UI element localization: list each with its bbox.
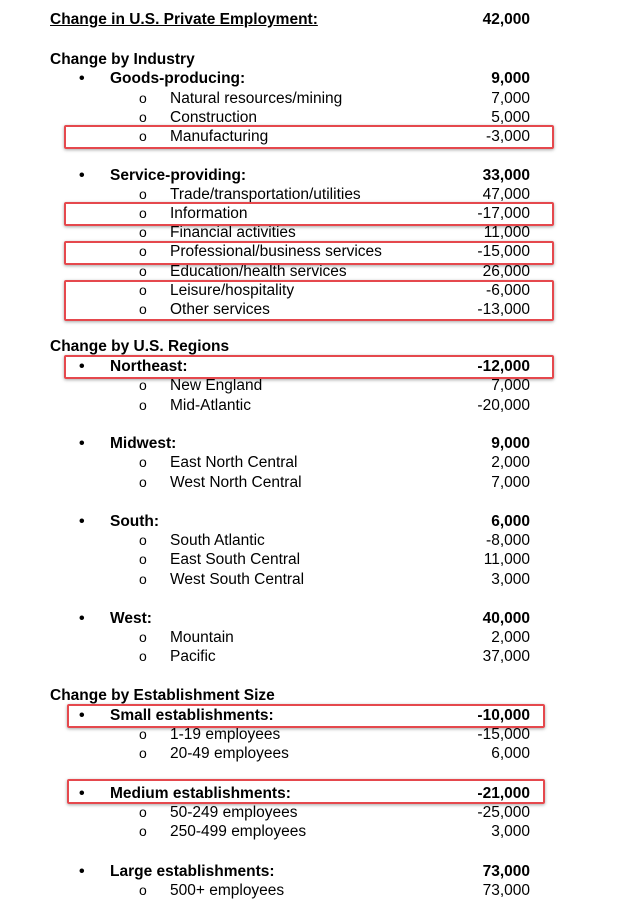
item-label: Education/health services xyxy=(170,263,347,280)
sub-bullet-icon: o xyxy=(139,745,147,761)
item-value: -6,000 xyxy=(486,282,530,299)
item-label: New England xyxy=(170,377,263,394)
large-establishments-row xyxy=(0,862,617,881)
list-item xyxy=(0,89,617,108)
item-value: -20,000 xyxy=(477,397,530,414)
title-value: 42,000 xyxy=(482,11,530,28)
item-label: East North Central xyxy=(170,454,298,471)
sub-bullet-icon: o xyxy=(139,474,147,490)
list-item xyxy=(0,881,617,900)
goods-producing-value: 9,000 xyxy=(491,70,530,87)
industry-heading-row xyxy=(0,50,617,69)
item-label: South Atlantic xyxy=(170,532,265,549)
item-value: 26,000 xyxy=(482,263,530,280)
west-row xyxy=(0,609,617,628)
item-value: -8,000 xyxy=(486,532,530,549)
sub-bullet-icon: o xyxy=(139,263,147,279)
list-item xyxy=(0,744,617,763)
item-label: Mid-Atlantic xyxy=(170,397,251,414)
item-value: 5,000 xyxy=(491,109,530,126)
bullet-icon: • xyxy=(79,863,85,880)
item-label: Mountain xyxy=(170,629,234,646)
item-value: -15,000 xyxy=(477,243,530,260)
highlight-box-professional-services xyxy=(64,241,554,265)
bullet-icon: • xyxy=(79,358,85,375)
item-value: 7,000 xyxy=(491,474,530,491)
sub-bullet-icon: o xyxy=(139,726,147,742)
medium-establishments-label: Medium establishments: xyxy=(110,785,291,802)
item-value: 6,000 xyxy=(491,745,530,762)
bullet-icon: • xyxy=(79,610,85,627)
highlight-box-medium-establishments xyxy=(67,779,545,804)
item-label: 20-49 employees xyxy=(170,745,289,762)
item-label: 250-499 employees xyxy=(170,823,307,840)
regions-heading: Change by U.S. Regions xyxy=(50,338,230,355)
item-value: 3,000 xyxy=(491,571,530,588)
page-title: Change in U.S. Private Employment: xyxy=(50,11,318,28)
bullet-icon: • xyxy=(79,167,85,184)
sub-bullet-icon: o xyxy=(139,454,147,470)
highlight-box-manufacturing xyxy=(64,125,554,149)
item-value: 7,000 xyxy=(491,377,530,394)
sub-bullet-icon: o xyxy=(139,397,147,413)
item-value: 11,000 xyxy=(483,224,530,241)
item-label: West South Central xyxy=(170,571,305,588)
south-row xyxy=(0,512,617,531)
bullet-icon: • xyxy=(79,435,85,452)
sub-bullet-icon: o xyxy=(139,571,147,587)
south-value: 6,000 xyxy=(491,513,530,530)
item-value: 3,000 xyxy=(491,823,530,840)
highlight-box-northeast xyxy=(64,355,554,379)
list-item xyxy=(0,647,617,666)
sub-bullet-icon: o xyxy=(139,551,147,567)
sub-bullet-icon: o xyxy=(139,90,147,106)
sub-bullet-icon: o xyxy=(139,648,147,664)
regions-heading-row xyxy=(0,337,617,356)
list-item xyxy=(0,396,617,415)
goods-producing-label: Goods-producing: xyxy=(110,70,246,87)
item-value: 37,000 xyxy=(482,648,530,665)
small-establishments-label: Small establishments: xyxy=(110,707,274,724)
list-item xyxy=(0,531,617,550)
item-label: Professional/business services xyxy=(170,243,382,260)
sub-bullet-icon: o xyxy=(139,205,147,221)
west-label: West: xyxy=(110,610,152,627)
list-item xyxy=(0,570,617,589)
list-item xyxy=(0,803,617,822)
goods-producing-row xyxy=(0,69,617,88)
item-value: 2,000 xyxy=(491,629,530,646)
item-value: 47,000 xyxy=(482,186,530,203)
list-item xyxy=(0,822,617,841)
small-establishments-value: -10,000 xyxy=(477,707,530,724)
item-value: 11,000 xyxy=(483,551,530,568)
item-label: Other services xyxy=(170,301,270,318)
sub-bullet-icon: o xyxy=(139,128,147,144)
sub-bullet-icon: o xyxy=(139,882,147,898)
south-label: South: xyxy=(110,513,160,530)
item-value: -3,000 xyxy=(486,128,530,145)
service-providing-label: Service-providing: xyxy=(110,167,247,184)
list-item xyxy=(0,473,617,492)
list-item xyxy=(0,550,617,569)
sub-bullet-icon: o xyxy=(139,823,147,839)
large-establishments-value: 73,000 xyxy=(482,863,530,880)
midwest-label: Midwest: xyxy=(110,435,177,452)
item-label: Natural resources/mining xyxy=(170,90,343,107)
size-heading-row xyxy=(0,686,617,705)
northeast-value: -12,000 xyxy=(477,358,530,375)
sub-bullet-icon: o xyxy=(139,186,147,202)
midwest-value: 9,000 xyxy=(491,435,530,452)
sub-bullet-icon: o xyxy=(139,282,147,298)
service-providing-row xyxy=(0,166,617,185)
item-label: Manufacturing xyxy=(170,128,269,145)
item-label: 50-249 employees xyxy=(170,804,298,821)
item-label: Financial activities xyxy=(170,224,296,241)
list-item xyxy=(0,628,617,647)
northeast-label: Northeast: xyxy=(110,358,188,375)
item-label: Construction xyxy=(170,109,258,126)
item-label: Leisure/hospitality xyxy=(170,282,295,299)
industry-heading: Change by Industry xyxy=(50,51,195,68)
item-value: 2,000 xyxy=(491,454,530,471)
item-label: Pacific xyxy=(170,648,216,665)
sub-bullet-icon: o xyxy=(139,243,147,259)
item-value: 73,000 xyxy=(482,882,530,899)
highlight-box-leisure-other xyxy=(64,280,554,321)
west-value: 40,000 xyxy=(482,610,530,627)
item-label: East South Central xyxy=(170,551,301,568)
item-label: 1-19 employees xyxy=(170,726,281,743)
item-value: 7,000 xyxy=(491,90,530,107)
sub-bullet-icon: o xyxy=(139,109,147,125)
bullet-icon: • xyxy=(79,70,85,87)
item-label: Trade/transportation/utilities xyxy=(170,186,361,203)
sub-bullet-icon: o xyxy=(139,629,147,645)
item-label: Information xyxy=(170,205,248,222)
medium-establishments-value: -21,000 xyxy=(477,785,530,802)
item-value: -25,000 xyxy=(477,804,530,821)
size-heading: Change by Establishment Size xyxy=(50,687,275,704)
bullet-icon: • xyxy=(79,785,85,802)
title-row xyxy=(0,10,617,29)
item-value: -15,000 xyxy=(477,726,530,743)
midwest-row xyxy=(0,434,617,453)
item-label: 500+ employees xyxy=(170,882,285,899)
sub-bullet-icon: o xyxy=(139,224,147,240)
sub-bullet-icon: o xyxy=(139,301,147,317)
large-establishments-label: Large establishments: xyxy=(110,863,275,880)
sub-bullet-icon: o xyxy=(139,377,147,393)
highlight-box-information xyxy=(64,202,554,226)
highlight-box-small-establishments xyxy=(67,704,545,728)
bullet-icon: • xyxy=(79,707,85,724)
item-value: -13,000 xyxy=(477,301,530,318)
sub-bullet-icon: o xyxy=(139,804,147,820)
bullet-icon: • xyxy=(79,513,85,530)
service-providing-value: 33,000 xyxy=(482,167,530,184)
sub-bullet-icon: o xyxy=(139,532,147,548)
list-item xyxy=(0,453,617,472)
item-value: -17,000 xyxy=(477,205,530,222)
item-label: West North Central xyxy=(170,474,302,491)
